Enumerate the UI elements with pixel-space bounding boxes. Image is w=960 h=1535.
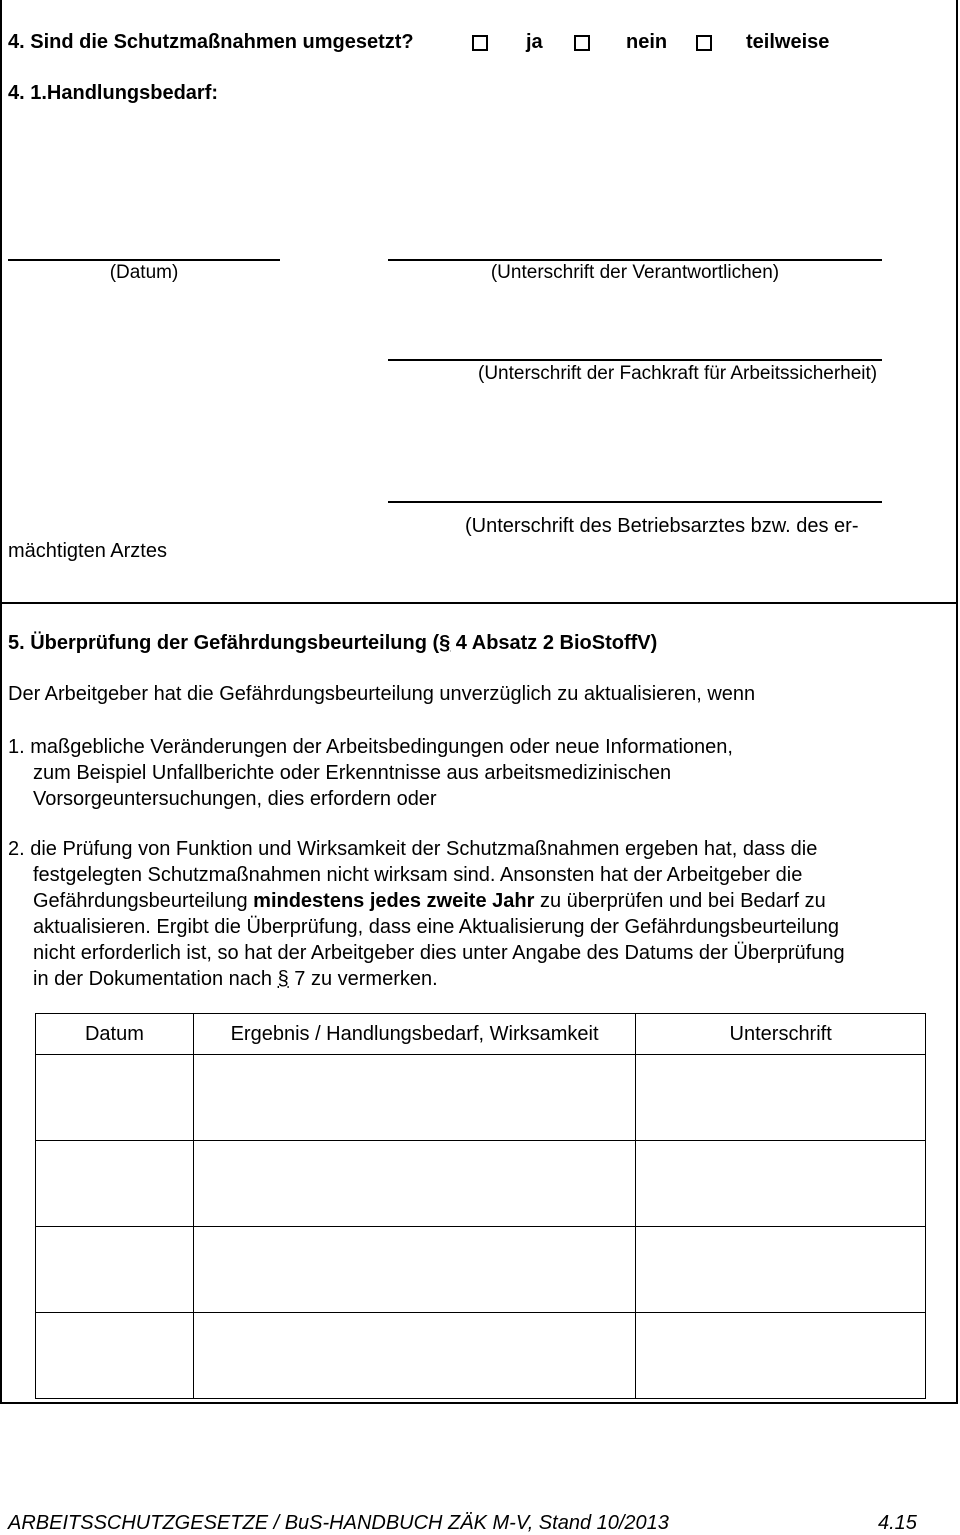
item1-line: Vorsorgeuntersuchungen, dies erfordern oder — [33, 788, 437, 810]
footer-title: ARBEITSSCHUTZGESETZE / BuS-HANDBUCH ZÄK M-V, Stand 10/2013 — [8, 1512, 669, 1534]
responsible-signature-line[interactable] — [388, 259, 882, 261]
cell-unterschrift[interactable] — [636, 1141, 926, 1227]
doctor-label-line2: mächtigten Arztes — [8, 540, 167, 562]
responsible-label: (Unterschrift der Verantwortlichen) — [490, 262, 780, 283]
cell-unterschrift[interactable] — [636, 1055, 926, 1141]
review-log-table — [35, 1013, 926, 1399]
section5-intro: Der Arbeitgeber hat die Gefährdungsbeurteilung unverzüglich zu aktualisieren, wenn — [8, 683, 756, 705]
option-ja-label: ja — [526, 31, 543, 53]
heading-text-pre: 5. Überprüfung der Gefährdungsbeurteilung ( — [8, 632, 440, 654]
checkbox-teilweise[interactable] — [696, 35, 712, 51]
table-row — [36, 1141, 926, 1227]
header-datum: Datum — [36, 1014, 194, 1055]
item2-line: in der Dokumentation nach § 7 zu vermerken. — [33, 968, 438, 990]
cell-datum[interactable] — [36, 1055, 194, 1141]
table-header-row — [36, 1014, 926, 1055]
section4-subheading: 4. 1.Handlungsbedarf: — [8, 82, 219, 104]
cell-ergebnis[interactable] — [193, 1141, 636, 1227]
question-text: 4. Sind die Schutzmaßnahmen umgesetzt? — [8, 31, 414, 53]
header-ergebnis: Ergebnis / Handlungsbedarf, Wirksamkeit — [193, 1014, 636, 1055]
table-row — [36, 1313, 926, 1399]
emphasis-text: mindestens jedes zweite Jahr — [253, 890, 535, 912]
checkbox-ja[interactable] — [472, 35, 488, 51]
item2-line: 2. die Prüfung von Funktion und Wirksamkeit der Schutzmaßnahmen ergeben hat, dass die — [8, 838, 818, 860]
option-nein-label: nein — [626, 31, 668, 53]
item2-line: nicht erforderlich ist, so hat der Arbeitgeber dies unter Angabe des Datums der Überprüfung — [33, 942, 845, 964]
table-row — [36, 1227, 926, 1313]
cell-unterschrift[interactable] — [636, 1227, 926, 1313]
section5-item2 — [8, 836, 953, 992]
safety-specialist-signature-line[interactable] — [388, 359, 882, 361]
header-unterschrift: Unterschrift — [636, 1014, 926, 1055]
cell-datum[interactable] — [36, 1313, 194, 1399]
paragraph-sign: § — [277, 968, 289, 990]
date-label: (Datum) — [109, 262, 179, 283]
section4-question — [8, 31, 414, 54]
cell-ergebnis[interactable] — [193, 1313, 636, 1399]
cell-datum[interactable] — [36, 1227, 194, 1313]
checkbox-nein[interactable] — [574, 35, 590, 51]
doctor-signature-line[interactable] — [388, 501, 882, 503]
item2-line: festgelegten Schutzmaßnahmen nicht wirksam sind. Ansonsten hat der Arbeitgeber die — [33, 864, 803, 886]
footer-page-number: 4.15 — [878, 1512, 917, 1534]
doctor-label-line1: (Unterschrift des Betriebsarztes bzw. des er- — [465, 515, 859, 537]
item1-line: zum Beispiel Unfallberichte oder Erkenntnisse aus arbeitsmedizinischen — [33, 762, 672, 784]
safety-specialist-label: (Unterschrift der Fachkraft für Arbeitssicherheit) — [478, 363, 878, 384]
date-signature-line[interactable] — [8, 259, 280, 261]
heading-text-post: 4 Absatz 2 BioStoffV) — [450, 632, 658, 654]
cell-ergebnis[interactable] — [193, 1227, 636, 1313]
cell-datum[interactable] — [36, 1141, 194, 1227]
paragraph-sign: § — [439, 632, 451, 654]
section5-heading — [8, 632, 657, 655]
option-teilweise-label: teilweise — [746, 31, 830, 53]
cell-ergebnis[interactable] — [193, 1055, 636, 1141]
table-row — [36, 1055, 926, 1141]
section5-item1 — [8, 734, 733, 812]
item2-line: aktualisieren. Ergibt die Überprüfung, dass eine Aktualisierung der Gefährdungsbeurteilung — [33, 916, 840, 938]
item1-line: 1. maßgebliche Veränderungen der Arbeitsbedingungen oder neue Informationen, — [8, 736, 733, 758]
cell-unterschrift[interactable] — [636, 1313, 926, 1399]
item2-line: Gefährdungsbeurteilung mindestens jedes zweite Jahr zu überprüfen und bei Bedarf zu — [33, 890, 826, 912]
